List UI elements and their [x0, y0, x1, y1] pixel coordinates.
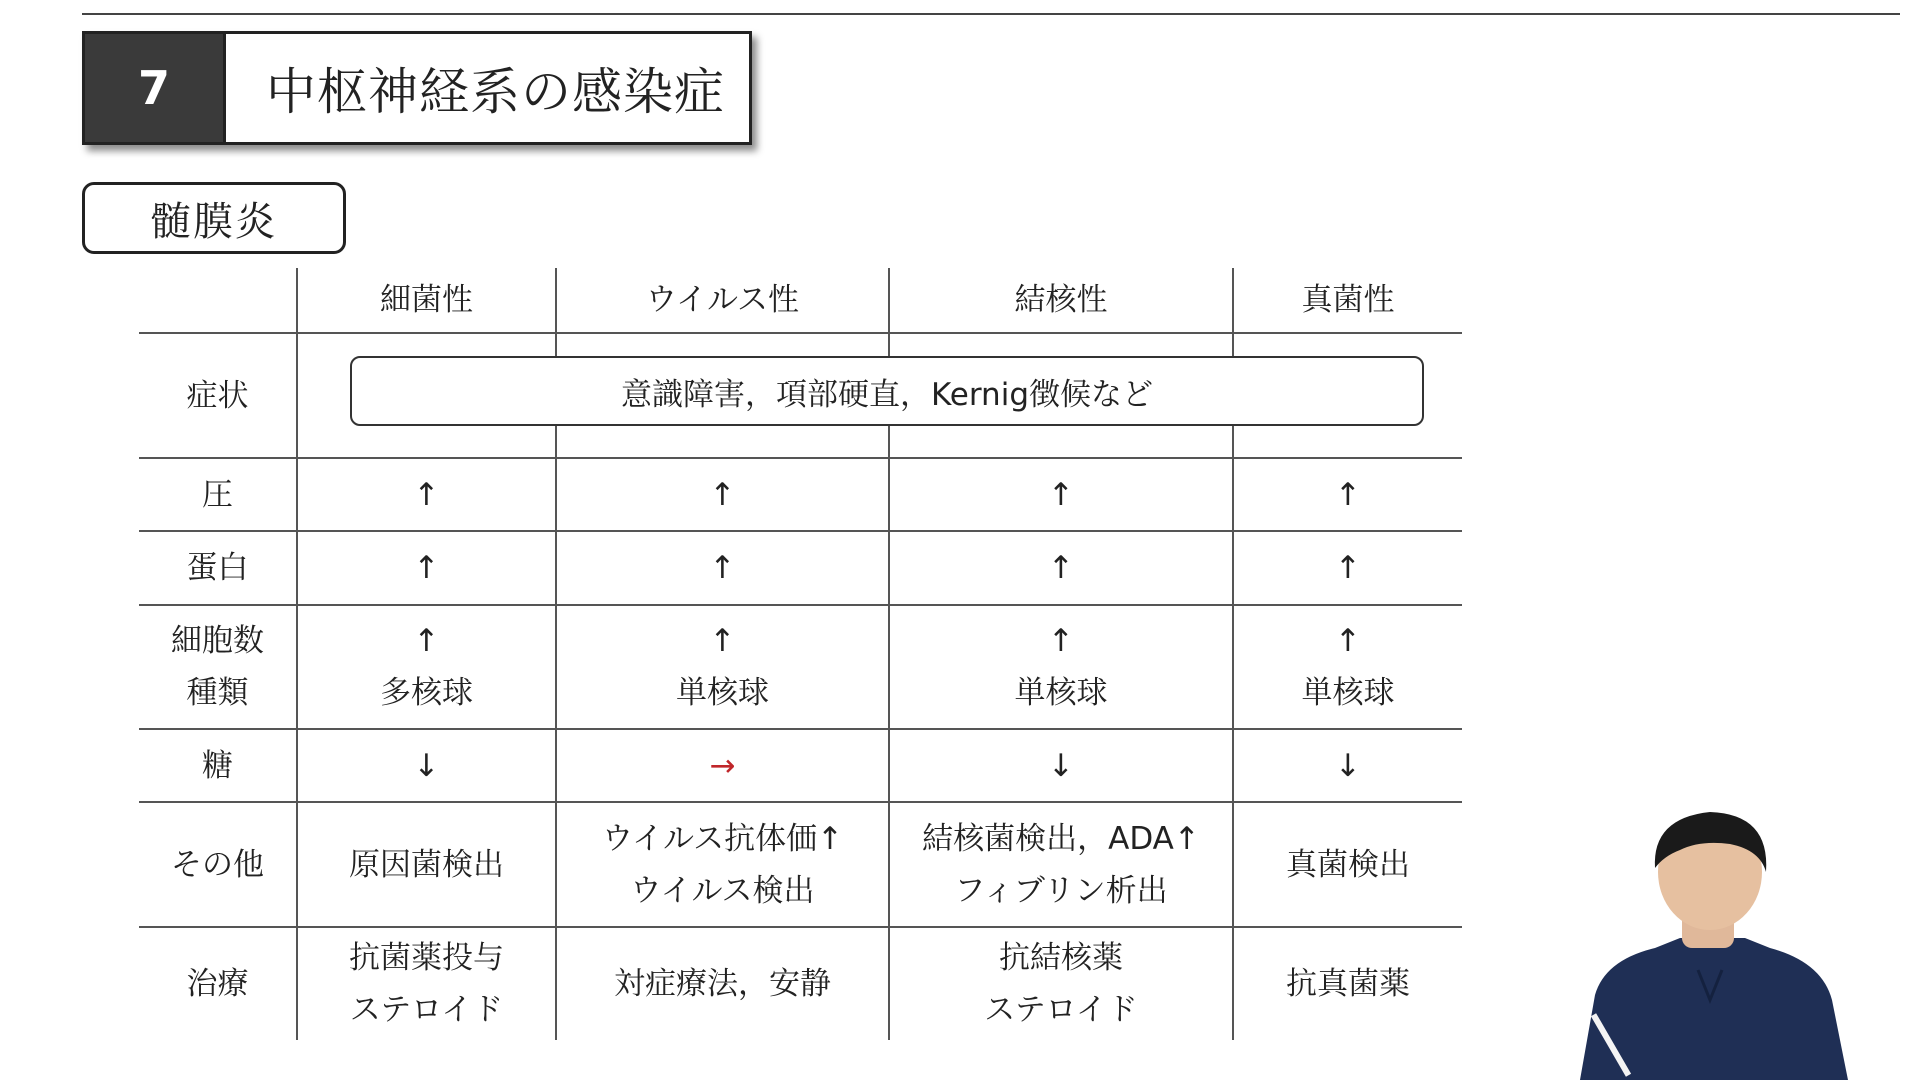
chapter-header	[82, 31, 752, 145]
cell-text-highlight: →	[709, 747, 736, 784]
table-cell	[890, 928, 1232, 1040]
row-label-text: その他	[171, 846, 264, 883]
row-label-text: 治療	[186, 966, 249, 1002]
table-rule	[139, 332, 1462, 334]
table-cell	[890, 730, 1232, 801]
cell-text: 抗結核薬	[999, 940, 1123, 976]
table-cell	[1234, 803, 1462, 926]
cell-text: 多核球	[380, 675, 473, 711]
cell-text: ↑	[1048, 550, 1074, 586]
cell-text: 原因菌検出	[349, 846, 504, 883]
table-cell	[298, 928, 555, 1040]
cell-text: ウイルス抗体価↑	[601, 820, 844, 857]
cell-text: ↑	[413, 476, 440, 513]
cell-text: ↑	[1335, 623, 1361, 659]
cell-text: 対症療法，安静	[614, 966, 831, 1002]
cell-text: ↑	[1048, 476, 1074, 513]
cell-text: ↑	[709, 550, 736, 586]
column-header-bacterial	[298, 268, 555, 332]
table-cell	[298, 730, 555, 801]
table-cell	[1234, 606, 1462, 728]
cell-text: ↓	[1335, 747, 1361, 784]
cell-text: ↑	[709, 476, 736, 513]
cell-text: 単核球	[1301, 675, 1395, 711]
table-cell	[557, 459, 888, 530]
cell-text: 抗真菌薬	[1286, 966, 1410, 1002]
row-label-text: 圧	[202, 476, 233, 513]
column-header-fungal	[1234, 268, 1462, 332]
row-label-other	[139, 803, 296, 926]
table-cell	[1234, 928, 1462, 1040]
cell-text: ステロイド	[349, 992, 504, 1028]
cell-text: ↑	[709, 623, 736, 659]
cell-text: ウイルス検出	[630, 872, 815, 909]
cell-text: ステロイド	[984, 992, 1138, 1028]
table-cell	[557, 532, 888, 604]
column-header-label: 結核性	[1014, 282, 1108, 318]
cell-text: フィブリン析出	[954, 872, 1168, 909]
cell-text: 真菌検出	[1286, 846, 1410, 883]
symptom-box	[350, 356, 1424, 426]
cell-text: ↑	[1335, 476, 1361, 513]
table-cell	[1234, 459, 1462, 530]
table-cell	[1234, 532, 1462, 604]
presenter-video	[1560, 810, 1860, 1080]
cell-text: ↑	[1335, 550, 1361, 586]
row-label-text: 種類	[186, 675, 249, 711]
top-rule	[82, 13, 1900, 15]
cell-text: 抗菌薬投与	[349, 940, 504, 976]
row-label-text: 糖	[202, 747, 233, 784]
row-label-protein	[139, 532, 296, 604]
column-header-label: ウイルス性	[645, 282, 800, 318]
row-label-glucose	[139, 730, 296, 801]
table-cell	[890, 532, 1232, 604]
row-label-pressure	[139, 459, 296, 530]
cell-text: ↑	[1048, 623, 1074, 659]
column-header-label: 真菌性	[1301, 282, 1395, 318]
cell-text: 単核球	[676, 675, 769, 711]
symptom-text: 意識障害，項部硬直，Kernig徴候など	[621, 376, 1153, 413]
row-label-text: 蛋白	[186, 550, 249, 586]
table-cell	[298, 532, 555, 604]
table-cell	[890, 803, 1232, 926]
section-label: 髄膜炎	[82, 182, 346, 254]
cell-text: 結核菌検出，ADA↑	[922, 820, 1200, 857]
row-label-treatment	[139, 928, 296, 1040]
table-cell	[557, 928, 888, 1040]
column-header-viral	[557, 268, 888, 332]
cell-text: 単核球	[1014, 675, 1108, 711]
row-label-cell-count	[139, 606, 296, 728]
column-header-label: 細菌性	[380, 282, 473, 318]
row-label-symptom	[139, 334, 296, 457]
table-cell	[1234, 730, 1462, 801]
table-cell	[298, 803, 555, 926]
cell-text: ↑	[413, 623, 440, 659]
chapter-number: 7	[85, 34, 223, 142]
table-cell	[298, 459, 555, 530]
cell-text: ↓	[413, 747, 440, 784]
table-cell	[890, 459, 1232, 530]
table-cell	[890, 606, 1232, 728]
row-label-text: 細胞数	[171, 623, 264, 659]
table-cell	[298, 606, 555, 728]
table-cell	[557, 803, 888, 926]
row-label-text: 症状	[186, 377, 249, 414]
cell-text: ↑	[413, 550, 440, 586]
column-header-tuberculous	[890, 268, 1232, 332]
cell-text: ↓	[1048, 747, 1074, 784]
chapter-title: 中枢神経系の感染症	[223, 34, 749, 142]
table-cell	[557, 606, 888, 728]
table-cell	[557, 730, 888, 801]
